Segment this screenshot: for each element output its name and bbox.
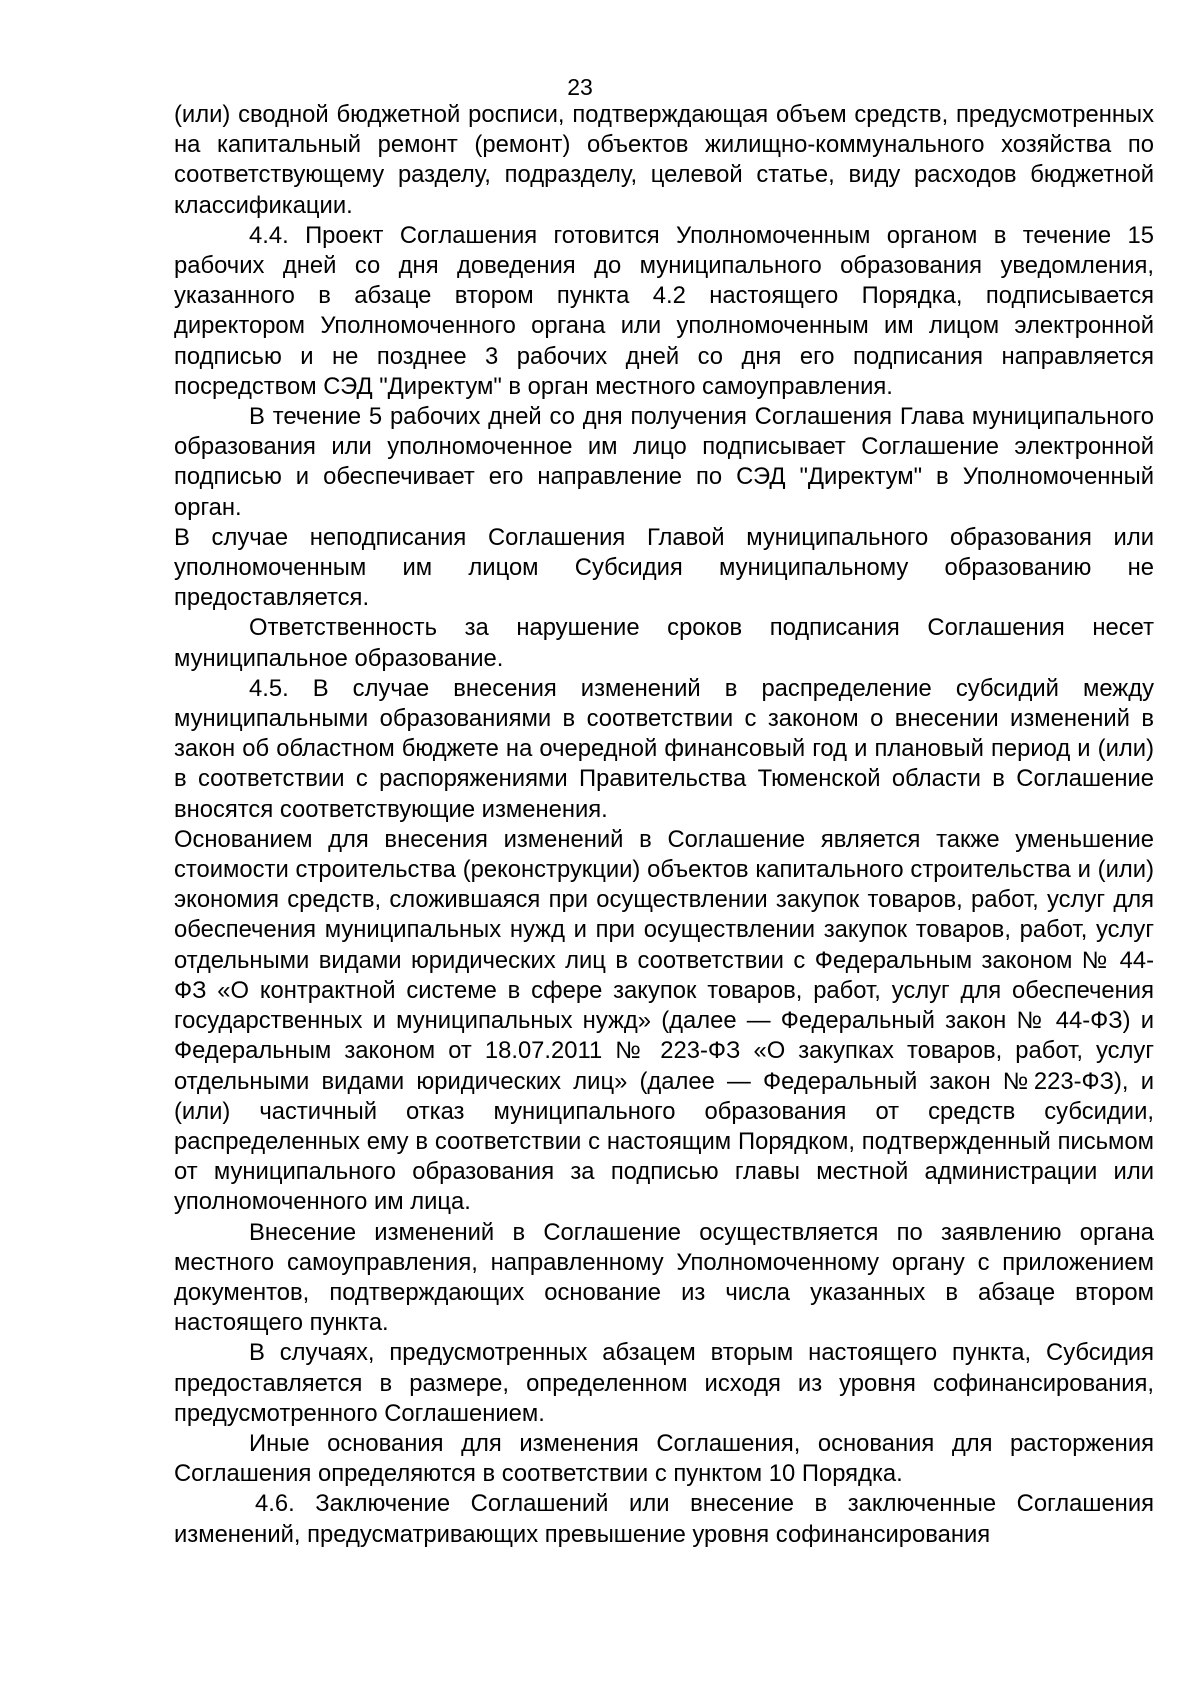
paragraph-grounds-for-changes: Основанием для внесения изменений в Соглашение является также уменьшение стоимости строительства (реконструкции) объектов капитального строительства и (или) экономия средств, сложившаяся при осуществлении закупок товаров, работ, услуг для обеспечения муниципальных нужд и при осуществлении закупок товаров, работ, услуг отдельными видами юридических лиц в соответствии с Федеральным законом № 44-ФЗ «О контрактной системе в сфере закупок товаров, работ, услуг для обеспечения государственных и муниципальных нужд» (далее — Федеральный закон № 44-ФЗ) и Федеральным законом от 18.07.2011 № 223-ФЗ «О закупках товаров, работ, услуг отдельными видами юридических лиц» (далее — Федеральный закон №223-ФЗ), и (или) частичный отказ муниципального образования от средств субсидии, распределенных ему в соответствии с настоящим Порядком, подтвержденный письмом от муниципального образования за подписью главы местной администрации или уполномоченного им лица. (174, 825, 1154, 1216)
paragraph-4-5: 4.5. В случае внесения изменений в распределение субсидий между муниципальными образованиями в соответствии с законом о внесении изменений в закон об областном бюджете на очередной финансовый год и плановый период и (или) в соответствии с распоряжениями Правительства Тюменской области в Соглашение вносятся соответствующие изменения. (174, 674, 1154, 823)
paragraph-subsidy-size: В случаях, предусмотренных абзацем вторым настоящего пункта, Субсидия предоставляется в размере, определенном исходя из уровня софинансирования, предусмотренного Соглашением. (174, 1339, 1154, 1427)
paragraph-4-4: 4.4. Проект Соглашения готовится Уполномоченным органом в течение 15 рабочих дней со дня доведения до муниципального образования уведомления, указанного в абзаце втором пункта 4.2 настоящего Порядка, подписывается директором Уполномоченного органа или уполномоченным им лицом электронной подписью и не позднее 3 рабочих дней со дня его подписания направляется посредством СЭД "Директум" в орган местного самоуправления. (174, 221, 1154, 400)
paragraph-4-6: 4.6. Заключение Соглашений или внесение в заключенные Соглашения изменений, предусматривающих превышение уровня софинансирования (174, 1490, 1154, 1548)
page-number: 23 (567, 74, 593, 100)
paragraph-budget-list-continuation: (или) сводной бюджетной росписи, подтверждающая объем средств, предусмотренных на капитальный ремонт (ремонт) объектов жилищно-коммунального хозяйства по соответствующему разделу, подразделу, целевой статье, виду расходов бюджетной классификации. (174, 101, 1154, 219)
paragraph-other-grounds: Иные основания для изменения Соглашения, основания для расторжения Соглашения определяются в соответствии с пунктом 10 Порядка. (174, 1429, 1154, 1488)
paragraph-change-application: Внесение изменений в Соглашение осуществляется по заявлению органа местного самоуправления, направленному Уполномоченному органу с приложением документов, подтверждающих основание из числа указанных в абзаце втором настоящего пункта. (174, 1218, 1154, 1337)
paragraph-responsibility: Ответственность за нарушение сроков подписания Соглашения несет муниципальное образование. (174, 614, 1154, 672)
paragraph-signing-term: В течение 5 рабочих дней со дня получения Соглашения Глава муниципального образования или уполномоченное им лицо подписывает Соглашение электронной подписью и обеспечивает его направление по СЭД "Директум" в Уполномоченный орган. (174, 403, 1154, 521)
paragraph-non-signing: В случае неподписания Соглашения Главой муниципального образования или уполномоченным им лицом Субсидия муниципальному образованию не предоставляется. (174, 523, 1154, 612)
document-body (174, 100, 1154, 1550)
